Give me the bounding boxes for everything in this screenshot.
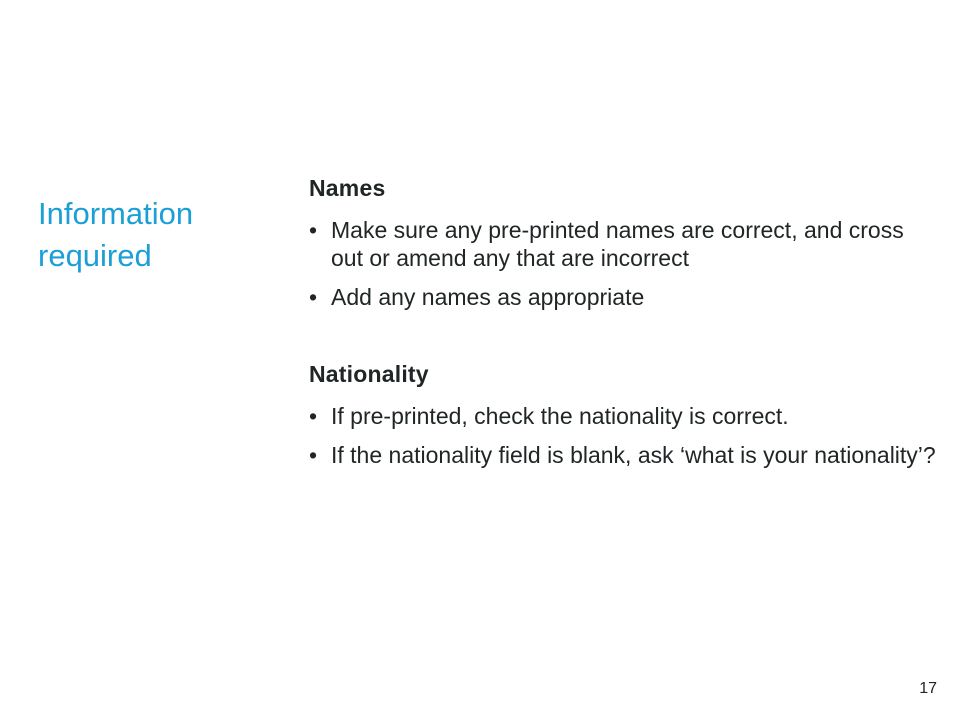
bullet-item xyxy=(309,283,939,311)
bullet-dot: • xyxy=(309,442,318,468)
side-title-line1: Information xyxy=(38,196,194,231)
section-names xyxy=(309,172,939,311)
bullet-dot: • xyxy=(309,217,318,243)
bullet-text: If the nationality field is blank, ask ‘what is your nationality’? xyxy=(331,442,936,468)
bullet-text: Make sure any pre-printed names are correct, and cross out or amend any that are incorrect xyxy=(331,217,904,271)
bullet-text: Add any names as appropriate xyxy=(331,284,645,310)
bullet-text: If pre-printed, check the nationality is correct. xyxy=(331,403,789,429)
side-title xyxy=(38,193,268,277)
bullet-list-nationality xyxy=(309,402,939,469)
section-nationality xyxy=(309,358,939,469)
section-heading-names: Names xyxy=(309,175,386,201)
bullet-item xyxy=(309,441,939,469)
bullet-item xyxy=(309,216,939,272)
bullet-item xyxy=(309,402,939,430)
side-title-line2: required xyxy=(38,238,152,273)
bullet-list-names xyxy=(309,216,939,311)
section-heading-nationality: Nationality xyxy=(309,361,429,387)
bullet-dot: • xyxy=(309,284,318,310)
bullet-dot: • xyxy=(309,403,318,429)
slide-content xyxy=(309,172,939,480)
page-number: 17 xyxy=(919,680,937,697)
section-spacer xyxy=(309,322,939,358)
